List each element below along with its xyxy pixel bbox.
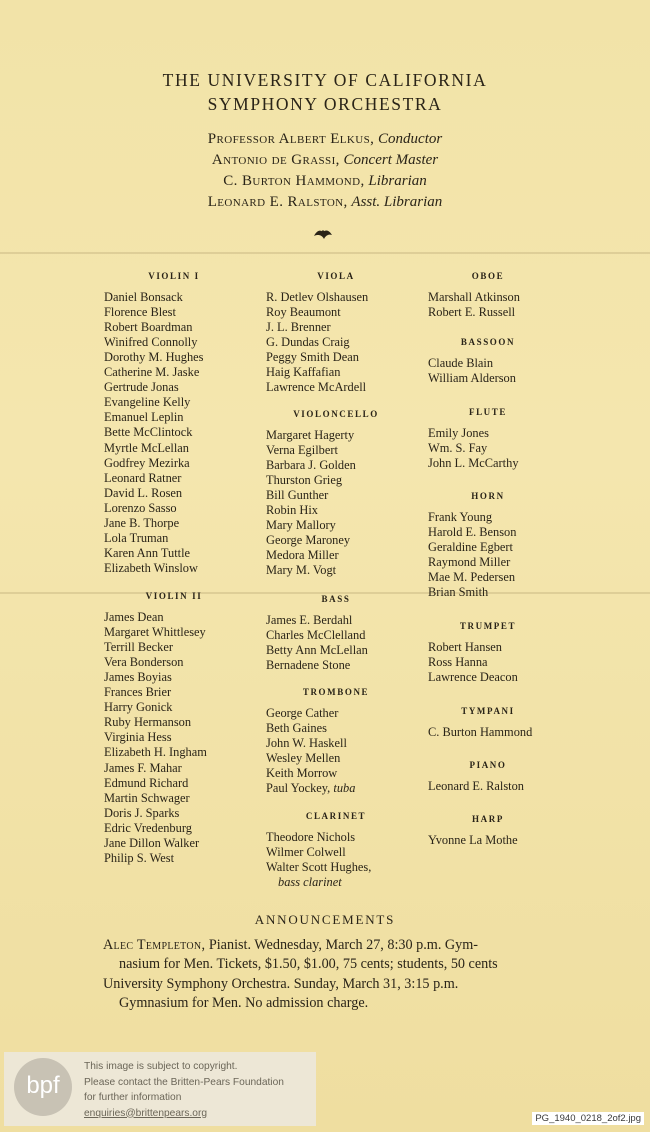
section-member: Lawrence Deacon (428, 670, 518, 685)
section-member: Vera Bonderson (104, 655, 184, 670)
section-member: Virginia Hess (104, 730, 172, 745)
section-member: John L. McCarthy (428, 456, 519, 471)
section-member: Roy Beaumont (266, 305, 341, 320)
section-member: Theodore Nichols (266, 830, 356, 845)
title-line-1: THE UNIVERSITY OF CALIFORNIA (162, 70, 488, 90)
section-member: James F. Mahar (104, 760, 182, 775)
announcement-item: University Symphony Orchestra. Sunday, March 31, 3:15 p.m. Gymnasium for Men. No admission charge. (103, 976, 459, 1011)
section-heading: BASS (321, 594, 351, 604)
notice-line: Please contact the Britten-Pears Foundation (84, 1076, 284, 1088)
section-member: James E. Berdahl (266, 613, 353, 628)
section-member: Doris J. Sparks (104, 805, 180, 820)
section-member: Elizabeth H. Ingham (104, 745, 207, 760)
section-viola (266, 269, 406, 395)
section-heading: VIOLIN II (145, 591, 203, 601)
bpf-logo-icon: bpf (14, 1058, 72, 1116)
notice-line: for further information (84, 1092, 182, 1103)
section-member: George Maroney (266, 533, 351, 548)
section-member: Claude Blain (428, 356, 494, 371)
section-member: Leonard Ratner (104, 470, 182, 485)
section-oboe (428, 269, 548, 320)
section-member: Robert Hansen (428, 640, 502, 655)
section-heading: CLARINET (305, 811, 367, 821)
section-member: David L. Rosen (104, 485, 183, 500)
section-member: Medora Miller (266, 548, 339, 563)
section-member: Marshall Atkinson (428, 290, 520, 305)
section-heading: BASSOON (460, 337, 516, 347)
section-horn (428, 489, 548, 600)
section-member: Wilmer Colwell (266, 845, 346, 860)
section-heading: VIOLA (317, 271, 355, 281)
copyright-notice (4, 1052, 316, 1126)
section-member: Charles McClelland (266, 628, 366, 643)
section-member: Harry Gonick (104, 700, 173, 715)
section-heading: TYMPANI (461, 706, 515, 716)
title-line-2: SYMPHONY ORCHESTRA (207, 94, 443, 114)
file-id-label: PG_1940_0218_2of2.jpg (532, 1112, 644, 1125)
section-member: Ross Hanna (428, 655, 488, 670)
section-member: Betty Ann McLellan (266, 643, 368, 658)
section-violin-2 (104, 589, 244, 866)
section-member: Bernadene Stone (266, 658, 351, 673)
section-heading: FLUTE (468, 407, 507, 417)
staff-librarian: C. Burton Hammond, Librarian (223, 173, 427, 189)
section-trombone (266, 685, 406, 796)
section-piano (428, 758, 548, 794)
announcements-heading: ANNOUNCEMENTS (254, 912, 396, 927)
section-member: Terrill Becker (104, 640, 173, 655)
section-member: Harold E. Benson (428, 525, 517, 540)
section-member: Thurston Grieg (266, 473, 343, 488)
section-member: Elizabeth Winslow (104, 560, 198, 575)
section-member: Emily Jones (428, 426, 489, 441)
section-member: Margaret Hagerty (266, 428, 355, 443)
section-member: Walter Scott Hughes, (266, 860, 372, 875)
section-heading: VIOLIN I (148, 271, 200, 281)
section-member: Leonard E. Ralston (428, 779, 525, 794)
section-heading: HARP (472, 814, 504, 824)
section-member: George Cather (266, 706, 339, 721)
section-member: G. Dundas Craig (266, 335, 350, 350)
section-member: Frances Brier (104, 685, 172, 700)
section-member: John W. Haskell (266, 736, 347, 751)
section-heading: HORN (471, 491, 505, 501)
section-member: Florence Blest (104, 305, 176, 320)
section-tympani (428, 704, 548, 740)
section-member: William Alderson (428, 371, 516, 386)
section-heading: PIANO (469, 760, 507, 770)
contact-email-link[interactable]: enquiries@brittenpears.org (84, 1107, 208, 1119)
section-heading: VIOLONCELLO (293, 409, 379, 419)
section-heading: TRUMPET (459, 621, 517, 631)
paper-fold (0, 252, 650, 254)
section-member: Frank Young (428, 510, 493, 525)
section-member: Emanuel Leplin (104, 410, 184, 425)
section-member: Wesley Mellen (266, 751, 341, 766)
section-member: Wm. S. Fay (428, 441, 488, 456)
section-member: Robin Hix (266, 503, 318, 518)
section-member: Gertrude Jonas (104, 380, 179, 395)
section-member: Godfrey Mezirka (104, 455, 190, 470)
section-member: Lola Truman (104, 530, 169, 545)
section-clarinet (266, 809, 406, 890)
section-member: Jane Dillon Walker (104, 835, 200, 850)
section-member: Margaret Whittlesey (104, 625, 206, 640)
section-member: Bette McClintock (104, 425, 193, 440)
section-member: Myrtle McLellan (104, 440, 189, 455)
section-member: Edmund Richard (104, 775, 189, 790)
section-heading: OBOE (471, 271, 505, 281)
section-member: Haig Kaffafian (266, 365, 341, 380)
section-member: Karen Ann Tuttle (104, 545, 191, 560)
announcement-item: Alec Templeton, Pianist. Wednesday, March 27, 8:30 p.m. Gym- nasium for Men. Tickets, $1.50, $1.00, 75 cents; students, 50 cents (103, 937, 498, 972)
section-member: Lorenzo Sasso (104, 500, 177, 515)
section-member: Barbara J. Golden (266, 458, 356, 473)
section-trumpet (428, 619, 548, 685)
section-member: Mae M. Pedersen (428, 570, 516, 585)
staff-conductor: Professor Albert Elkus, Conductor (207, 131, 443, 147)
section-member: Geraldine Egbert (428, 540, 513, 555)
section-member: Bill Gunther (266, 488, 329, 503)
section-bassoon (428, 335, 548, 386)
section-member: Brian Smith (428, 585, 489, 600)
section-member: Winifred Connolly (104, 335, 198, 350)
section-harp (428, 812, 548, 848)
section-member: Jane B. Thorpe (104, 515, 180, 530)
notice-line: This image is subject to copyright. (84, 1061, 238, 1072)
section-member: Lawrence McArdell (266, 380, 367, 395)
section-member: Daniel Bonsack (104, 290, 183, 305)
section-member: Edric Vredenburg (104, 820, 192, 835)
section-bass (266, 592, 406, 673)
section-member: Mary M. Vogt (266, 563, 337, 578)
section-member: James Boyias (104, 670, 172, 685)
section-member: R. Detlev Olshausen (266, 290, 369, 305)
section-violin-1 (104, 269, 244, 576)
section-violoncello (266, 407, 406, 579)
section-member: Dorothy M. Hughes (104, 350, 204, 365)
staff-concert-master: Antonio de Grassi, Concert Master (211, 152, 439, 168)
section-member: Philip S. West (104, 850, 175, 865)
section-member: Peggy Smith Dean (266, 350, 359, 365)
fleuron-ornament-icon (313, 227, 333, 241)
section-member: Mary Mallory (266, 518, 336, 533)
section-member: Raymond Miller (428, 555, 511, 570)
section-member-note: bass clarinet (278, 875, 342, 890)
section-member: Evangeline Kelly (104, 395, 191, 410)
section-member: Verna Egilbert (266, 443, 338, 458)
section-member: Robert Boardman (104, 320, 193, 335)
section-member: Ruby Hermanson (104, 715, 192, 730)
section-member: Martin Schwager (104, 790, 190, 805)
staff-asst-librarian: Leonard E. Ralston, Asst. Librarian (207, 194, 443, 210)
section-member: Paul Yockey, tuba (266, 781, 356, 796)
section-member: Catherine M. Jaske (104, 365, 200, 380)
section-flute (428, 405, 548, 471)
section-member: C. Burton Hammond (428, 725, 533, 740)
section-member: Yvonne La Mothe (428, 833, 518, 848)
section-member: J. L. Brenner (266, 320, 331, 335)
section-member: James Dean (104, 610, 164, 625)
section-member: Beth Gaines (266, 721, 327, 736)
section-member: Robert E. Russell (428, 305, 516, 320)
section-heading: TROMBONE (302, 687, 370, 697)
section-member: Keith Morrow (266, 766, 338, 781)
